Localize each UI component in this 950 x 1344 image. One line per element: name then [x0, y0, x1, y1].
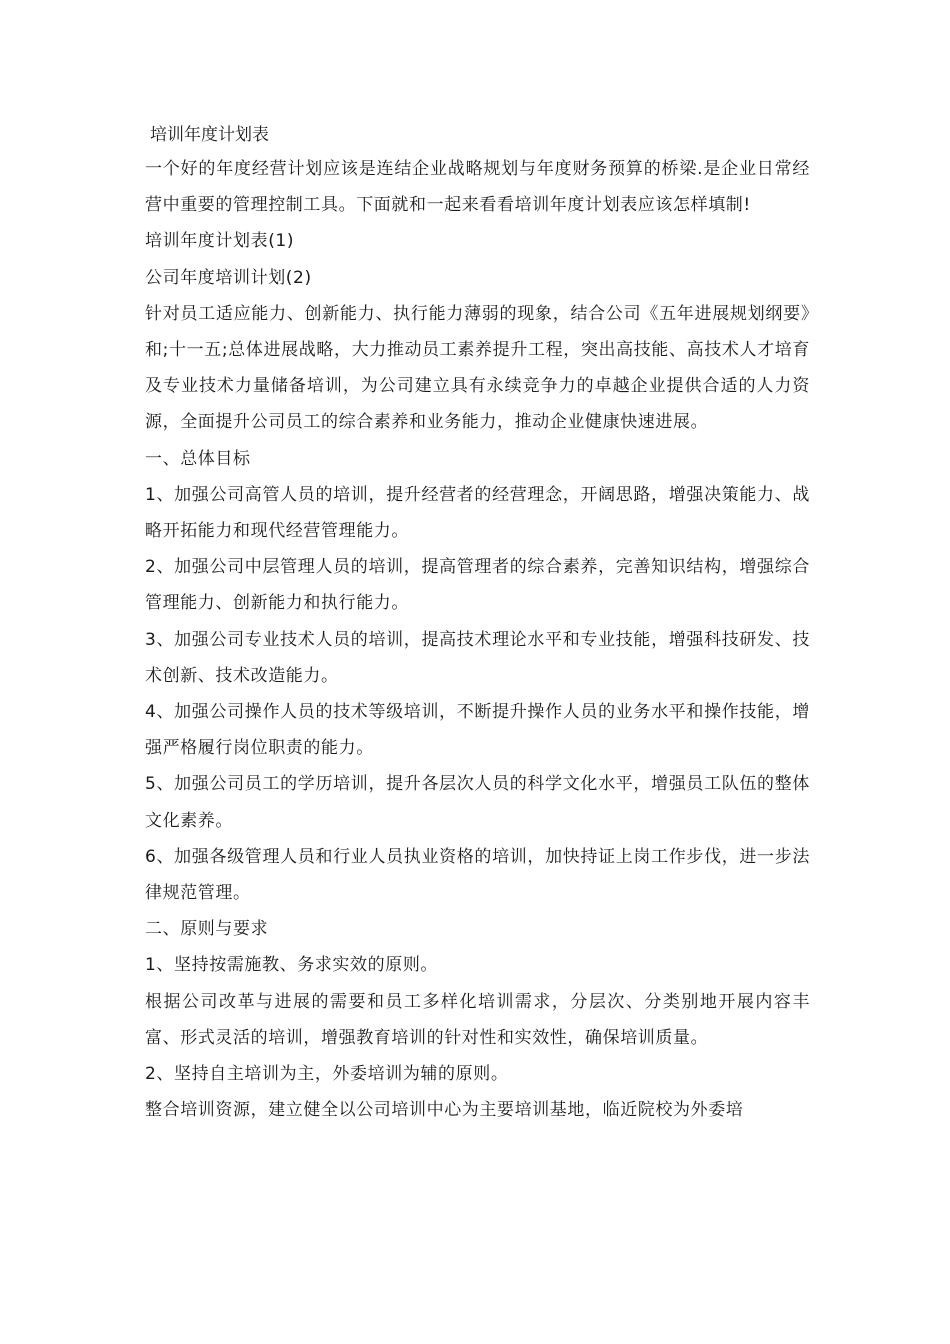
- paragraph-intro: 一个好的年度经营计划应该是连结企业战略规划与年度财务预算的桥梁.是企业日常经营中重要的管理控制工具。下面就和一起来看看培训年度计划表应该怎样填制!: [145, 159, 810, 216]
- goal-item-6: 6、加强各级管理人员和行业人员执业资格的培训，加快持证上岗工作步伐，进一步法律规范管理。: [145, 846, 810, 904]
- goal-item-2: 2、加强公司中层管理人员的培训，提高管理者的综合素养，完善知识结构，增强综合管理能力、创新能力和执行能力。: [145, 557, 810, 614]
- section-heading-goals: 一、总体目标: [145, 448, 251, 469]
- principle-2-detail: 整合培训资源，建立健全以公司培训中心为主要培训基地，临近院校为外委培: [145, 1100, 744, 1121]
- principle-1-detail: 根据公司改革与进展的需要和员工多样化培训需求，分层次、分类别地开展内容丰富、形式灵活的培训，增强教育培训的针对性和实效性，确保培训质量。: [145, 991, 810, 1048]
- goal-item-5: 5、加强公司员工的学历培训，提升各层次人员的科学文化水平，增强员工队伍的整体文化素养。: [145, 774, 810, 831]
- paragraph-background: 针对员工适应能力、创新能力、执行能力薄弱的现象，结合公司《五年进展规划纲要》和;十一五;总体进展战略，大力推动员工素养提升工程，突出高技能、高技术人才培育及专业技术力量储备培训，为公司建立具有永续竞争力的卓越企业提供合适的人力资源，全面提升公司员工的综合素养和业务能力，推动企业健康快速进展。: [145, 303, 810, 433]
- goal-item-1: 1、加强公司高管人员的培训，提升经营者的经营理念，开阔思路，增强决策能力、战略开拓能力和现代经营管理能力。: [145, 484, 810, 542]
- principle-item-1: 1、坚持按需施教、务求实效的原则。: [145, 955, 439, 976]
- document-page: [145, 120, 810, 1128]
- document-body: [145, 151, 810, 1128]
- goal-item-3: 3、加强公司专业技术人员的培训，提高技术理论水平和专业技能，增强科技研发、技术创新、技术改造能力。: [145, 629, 810, 686]
- principle-item-2: 2、坚持自主培训为主，外委培训为辅的原则。: [145, 1064, 509, 1085]
- document-title: 培训年度计划表: [150, 125, 269, 145]
- goal-item-4: 4、加强公司操作人员的技术等级培训，不断提升操作人员的业务水平和操作技能，增强严格履行岗位职责的能力。: [145, 702, 810, 759]
- paragraph-training-plan-ref: 公司年度培训计划(2): [145, 267, 312, 288]
- paragraph-plan-table-ref: 培训年度计划表(1): [145, 231, 295, 252]
- section-heading-principles: 二、原则与要求: [145, 919, 269, 940]
